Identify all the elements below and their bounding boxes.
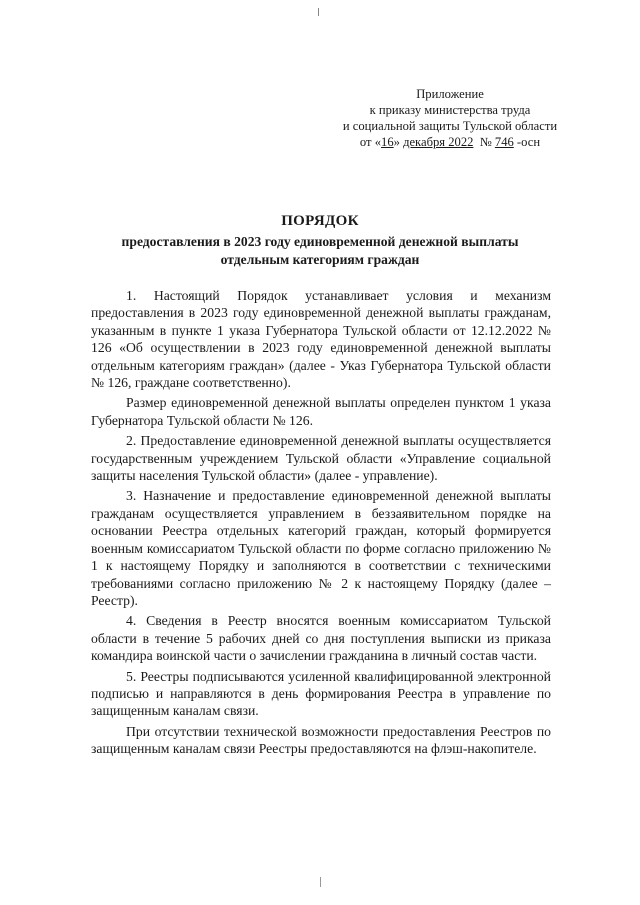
document-body xyxy=(91,287,551,761)
annex-line-2: к приказу министерства труда xyxy=(369,103,531,117)
document-subtitle: предоставления в 2023 году единовременной денежной выплаты отдельным категориям граждан xyxy=(121,234,519,267)
page-bottom-mark xyxy=(320,877,321,887)
paragraph-3: 3. Назначение и предоставление единовременной денежной выплаты гражданам осуществляется управлением в беззаявительном порядке на основании Реестра отдельных категорий граждан, который формируется военным комиссариатом Тульской области по форме согласно приложению № 1 к настоящему Порядку и заполняются в соответствии с техническими требованиями согласно приложению № 2 к настоящему Порядку (далее – Реестр). xyxy=(91,488,551,608)
annex-block xyxy=(330,86,570,150)
page-top-mark xyxy=(318,8,319,16)
number-suffix: -осн xyxy=(513,135,541,149)
number-prefix: № xyxy=(479,135,495,149)
paragraph-4: 4. Сведения в Реестр вносятся военным комиссариатом Тульской области в течение 5 рабочих дней со дня поступления выписки из приказа командира воинской части о зачислении гражданина в личный состав части. xyxy=(91,613,551,664)
document-title: ПОРЯДОК xyxy=(281,213,359,229)
date-mid: » xyxy=(393,135,404,149)
date-day: 16 xyxy=(381,135,394,149)
annex-date-line xyxy=(330,134,570,150)
paragraph-2: 2. Предоставление единовременной денежной выплаты осуществляется государственным учреждением Тульской области «Управление социальной защиты населения Тульской области» (далее - управление). xyxy=(91,433,551,484)
paragraph-1: 1. Настоящий Порядок устанавливает условия и механизм предоставления в 2023 году единовременной денежной выплаты гражданам, указанным в пункте 1 указа Губернатора Тульской области от 12.12.2022 № 126 «Об осуществлении в 2023 году единовременной денежной выплаты отдельным категориям граждан» (далее - Указ Губернатора Тульской области № 126, граждане соответственно). xyxy=(91,288,551,391)
annex-line-1: Приложение xyxy=(416,87,484,101)
order-number: 746 xyxy=(494,135,514,149)
annex-line-3: и социальной защиты Тульской области xyxy=(342,119,558,133)
paragraph-5: 5. Реестры подписываются усиленной квалифицированной электронной подписью и направляются в день формирования Реестра в управление по защищенным каналам связи. xyxy=(91,668,551,719)
date-prefix: от « xyxy=(359,135,382,149)
paragraph-5-note: При отсутствии технической возможности предоставления Реестров по защищенным каналам связи Реестры предоставляются на флэш-накопителе. xyxy=(91,723,551,757)
paragraph-1-size: Размер единовременной денежной выплаты определен пунктом 1 указа Губернатора Тульской области № 126. xyxy=(91,395,551,428)
date-month-year: декабря 2022 xyxy=(403,135,474,149)
